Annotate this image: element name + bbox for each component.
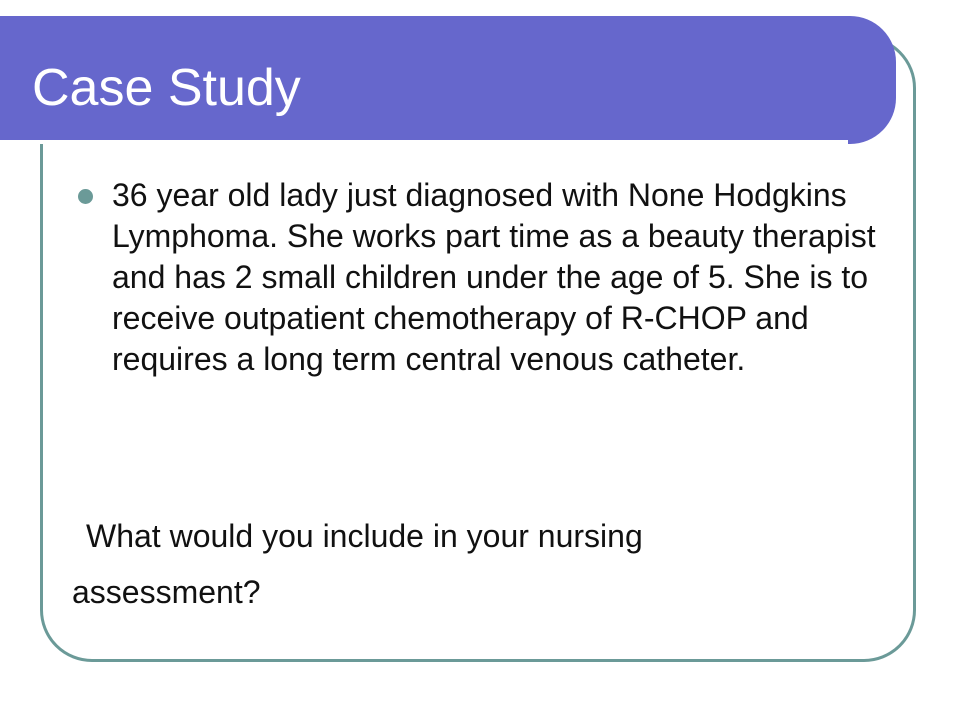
title-bar [0, 16, 896, 144]
case-description-bullet [72, 175, 882, 380]
question-line-1: What would you include in your nursing [86, 518, 643, 554]
case-description-text: 36 year old lady just diagnosed with None Hodgkins Lymphoma. She works part time as a beauty therapist and has 2 small children under the age of 5. She is to receive outpatient chemotherapy of R-CHOP and requires a long term central venous catheter. [112, 177, 876, 377]
bullet-dot-icon [78, 189, 93, 204]
slide-title: Case Study [32, 59, 301, 117]
title-underline [0, 140, 848, 144]
question-line-2: assessment? [72, 574, 261, 610]
bullet-list [72, 175, 882, 380]
assessment-question [72, 508, 872, 620]
